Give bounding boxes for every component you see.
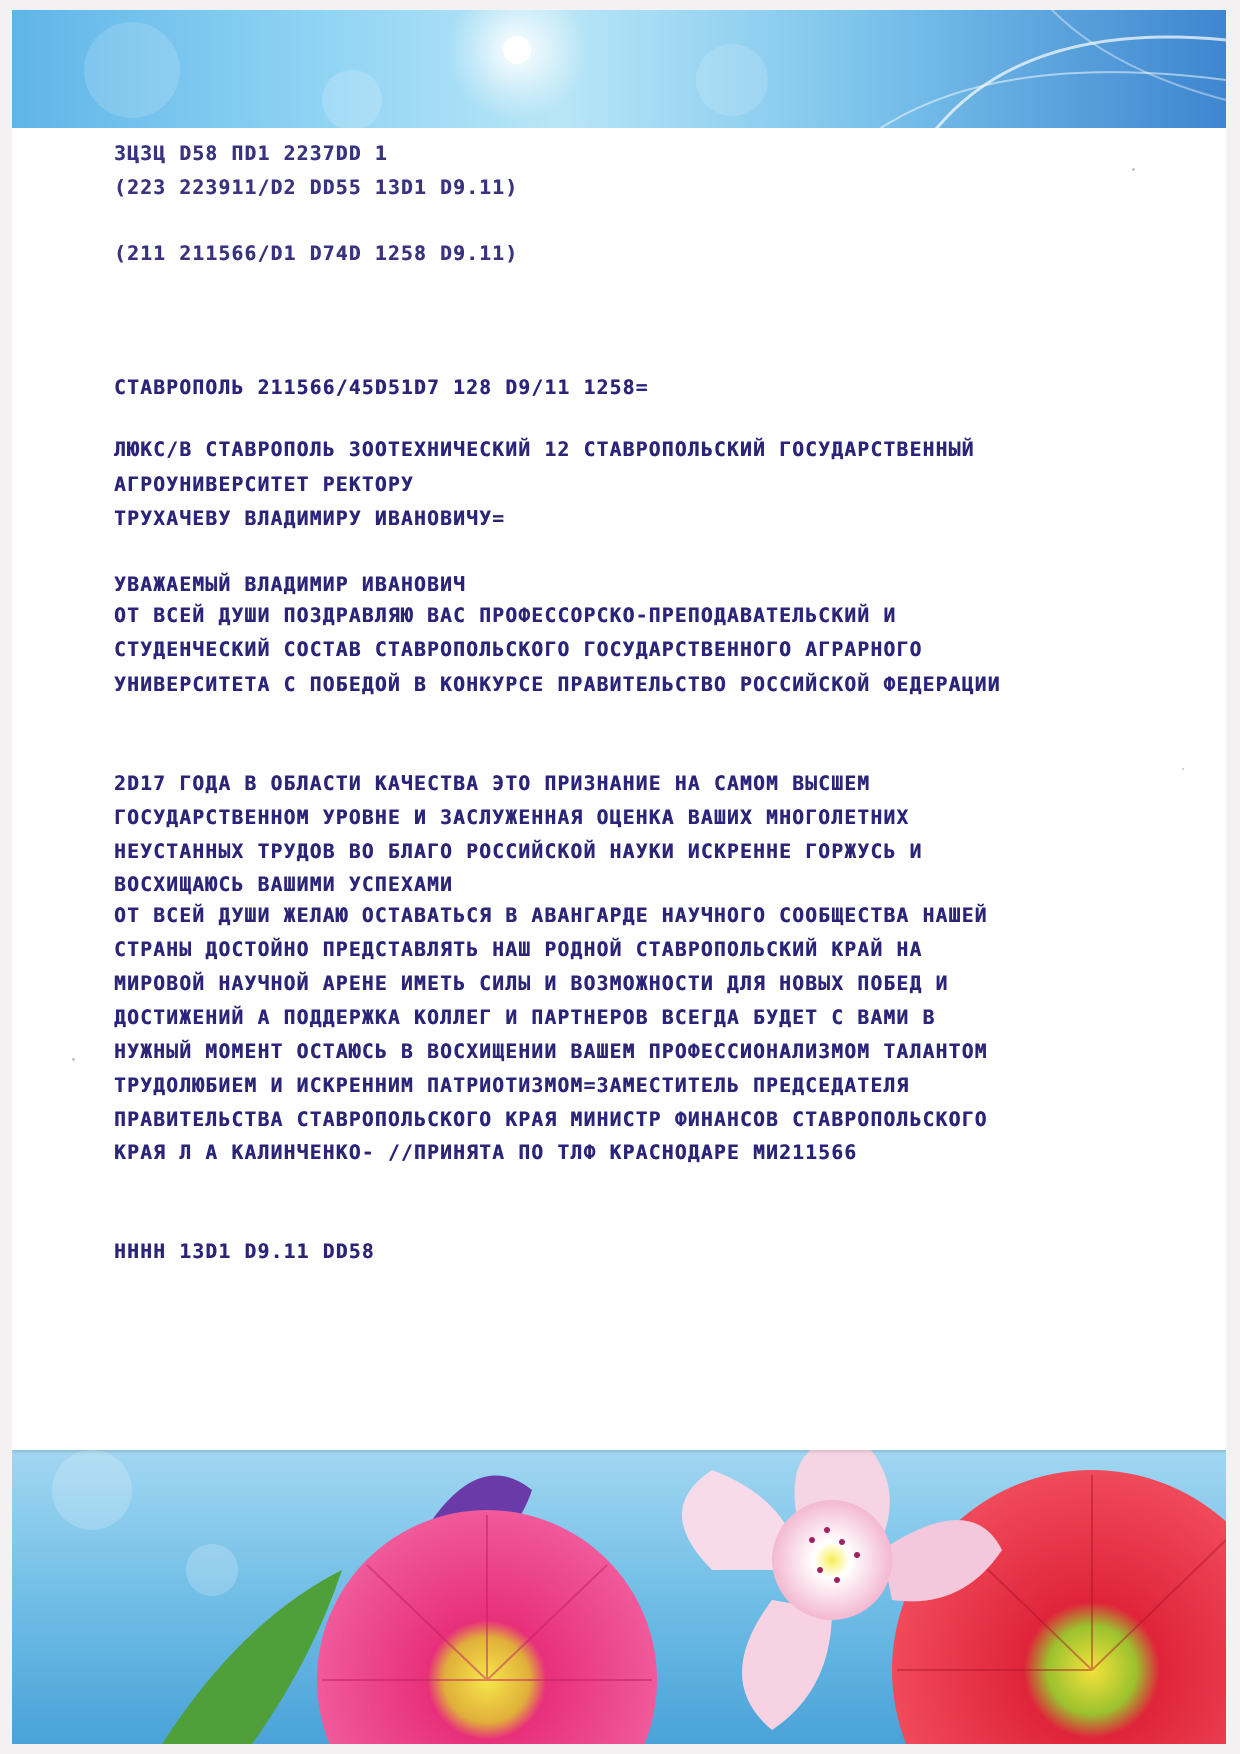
bokeh-circle	[696, 44, 768, 116]
bokeh-circle	[322, 70, 382, 130]
light-flare	[447, 10, 587, 120]
address-line: ТРУХАЧЕВУ ВЛАДИМИРУ ИВАНОВИЧУ=	[114, 507, 506, 530]
top-band-art	[12, 10, 1226, 134]
message-line: ПРАВИТЕЛЬСТВА СТАВРОПОЛЬСКОГО КРАЯ МИНИСТР ФИНАНСОВ СТАВРОПОЛЬСКОГО	[114, 1108, 988, 1131]
message-line: СТРАНЫ ДОСТОЙНО ПРЕДСТАВЛЯТЬ НАШ РОДНОЙ СТАВРОПОЛЬСКИЙ КРАЙ НА	[114, 938, 923, 961]
message-line: НУЖНЫЙ МОМЕНТ ОСТАЮСЬ В ВОСХИЩЕНИИ ВАШЕМ ПРОФЕССИОНАЛИЗМОМ ТАЛАНТОМ	[114, 1040, 988, 1063]
scan-speck	[1182, 768, 1184, 770]
message-line: ОТ ВСЕЙ ДУШИ ЖЕЛАЮ ОСТАВАТЬСЯ В АВАНГАРДЕ НАУЧНОГО СООБЩЕСТВА НАШЕЙ	[114, 904, 988, 927]
bokeh-circle	[84, 22, 180, 118]
telegram-sheet	[12, 128, 1226, 1450]
decorative-flower-band	[12, 1430, 1226, 1744]
decorative-top-band	[12, 10, 1226, 134]
swirl-line	[1052, 10, 1226, 100]
bokeh-circle	[186, 1544, 238, 1596]
telegram-page	[12, 10, 1226, 1744]
address-line: АГРОУНИВЕРСИТЕТ РЕКТОРУ	[114, 473, 414, 496]
message-line: ТРУДОЛЮБИЕМ И ИСКРЕННИМ ПАТРИОТИЗМОМ=ЗАМЕСТИТЕЛЬ ПРЕДСЕДАТЕЛЯ	[114, 1074, 910, 1097]
message-line: УВАЖАЕМЫЙ ВЛАДИМИР ИВАНОВИЧ	[114, 573, 467, 596]
swirl-line	[932, 37, 1226, 134]
scan-speck	[72, 1058, 75, 1061]
message-line: ВОСХИЩАЮСЬ ВАШИМИ УСПЕХАМИ	[114, 873, 454, 896]
light-flare-core	[503, 36, 531, 64]
message-line: ОТ ВСЕЙ ДУШИ ПОЗДРАВЛЯЮ ВАС ПРОФЕССОРСКО-ПРЕПОДАВАТЕЛЬСКИЙ И	[114, 604, 897, 627]
dispatch-line: СТАВРОПОЛЬ 211566/45D51D7 128 D9/11 1258=	[114, 376, 649, 399]
service-header-line: ЗЦЗЦ D58 ПD1 2237DD 1	[114, 142, 388, 165]
lily-petal	[742, 1600, 832, 1730]
red-gerbera	[892, 1470, 1226, 1744]
address-line: ЛЮКС/В СТАВРОПОЛЬ ЗООТЕХНИЧЕСКИЙ 12 СТАВРОПОЛЬСКИЙ ГОСУДАРСТВЕННЫЙ	[114, 438, 975, 461]
message-line: СТУДЕНЧЕСКИЙ СОСТАВ СТАВРОПОЛЬСКОГО ГОСУДАРСТВЕННОГО АГРАРНОГО	[114, 638, 923, 661]
message-line: ДОСТИЖЕНИЙ А ПОДДЕРЖКА КОЛЛЕГ И ПАРТНЕРОВ ВСЕГДА БУДЕТ С ВАМИ В	[114, 1006, 936, 1029]
message-line: НЕУСТАННЫХ ТРУДОВ ВО БЛАГО РОССИЙСКОЙ НАУКИ ИСКРЕННЕ ГОРЖУСЬ И	[114, 840, 923, 863]
footer-service-line: НННН 13D1 D9.11 DD58	[114, 1240, 375, 1263]
bokeh-circle	[52, 1450, 132, 1530]
message-line: МИРОВОЙ НАУЧНОЙ АРЕНЕ ИМЕТЬ СИЛЫ И ВОЗМОЖНОСТИ ДЛЯ НОВЫХ ПОБЕД И	[114, 972, 949, 995]
message-line: 2D17 ГОДА В ОБЛАСТИ КАЧЕСТВА ЭТО ПРИЗНАНИЕ НА САМОМ ВЫСШЕМ	[114, 772, 871, 795]
leaf-shape	[162, 1570, 342, 1744]
swirl-line	[872, 72, 1226, 134]
message-line: КРАЯ Л А КАЛИНЧЕНКО- //ПРИНЯТА ПО ТЛФ КРАСНОДАРЕ МИ211566	[114, 1141, 858, 1164]
service-header-line: (223 223911/D2 DD55 13D1 D9.11)	[114, 176, 519, 199]
lily-center	[772, 1500, 892, 1620]
service-header-line: (211 211566/D1 D74D 1258 D9.11)	[114, 242, 519, 265]
scan-speck	[1132, 168, 1135, 171]
flower-art	[12, 1430, 1226, 1744]
message-line: ГОСУДАРСТВЕННОМ УРОВНЕ И ЗАСЛУЖЕННАЯ ОЦЕНКА ВАШИХ МНОГОЛЕТНИХ	[114, 806, 910, 829]
message-line: УНИВЕРСИТЕТА С ПОБЕДОЙ В КОНКУРСЕ ПРАВИТЕЛЬСТВО РОССИЙСКОЙ ФЕДЕРАЦИИ	[114, 673, 1001, 696]
